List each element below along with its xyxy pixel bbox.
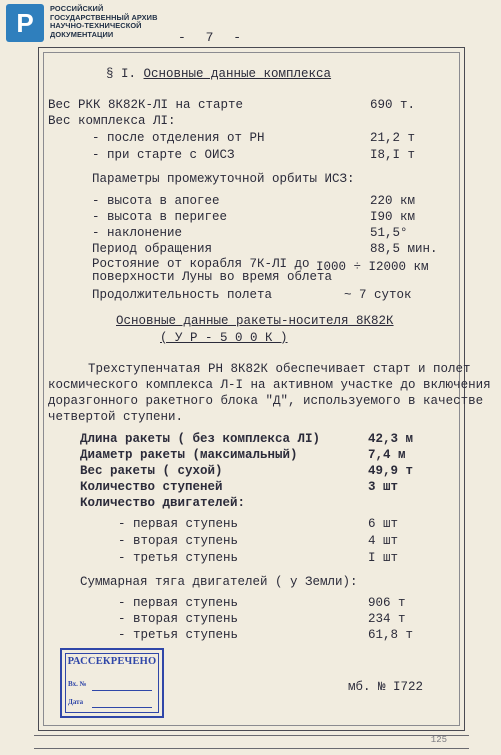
row-label: - высота в апогее bbox=[92, 194, 220, 208]
row-value: 88,5 мин. bbox=[370, 242, 438, 256]
row-value: 49,9 т bbox=[368, 464, 414, 478]
section-2-subtitle: ( У Р - 5 0 0 К ) bbox=[160, 331, 288, 345]
row-value: I шт bbox=[368, 551, 399, 565]
row-label: - при старте с ОИСЗ bbox=[92, 148, 235, 162]
paragraph-line: Трехступенчатая РН 8К82К обеспечивает старт и полет bbox=[88, 362, 471, 376]
paragraph-line: доразгонного ракетного блока "Д", используемого в качестве bbox=[48, 394, 484, 408]
row-label: Количество двигателей: bbox=[80, 496, 246, 510]
row-label: Вес комплекса ЛI: bbox=[48, 114, 176, 128]
row-value: ~ 7 суток bbox=[344, 288, 412, 302]
row-value: 4 шт bbox=[368, 534, 399, 548]
page-number: - 7 - bbox=[178, 30, 248, 45]
row-label: Ростояние от корабля 7К-ЛI до bbox=[92, 257, 310, 271]
row-label: - высота в перигее bbox=[92, 210, 228, 224]
folio-number: 125 bbox=[430, 735, 447, 745]
row-value: 21,2 т bbox=[370, 131, 416, 145]
row-value: 6 шт bbox=[368, 517, 399, 531]
row-label: - наклонение bbox=[92, 226, 183, 240]
stamp-incoming-number: Вх. № bbox=[68, 680, 87, 688]
row-label: Диаметр ракеты (максимальный) bbox=[80, 448, 298, 462]
row-label: - первая ступень bbox=[118, 596, 239, 610]
row-value: I90 км bbox=[370, 210, 416, 224]
row-label: Продолжительность полета bbox=[92, 288, 273, 302]
row-value: 906 т bbox=[368, 596, 406, 610]
section-2-title: Основные данные ракеты-носителя 8К82К bbox=[116, 314, 394, 328]
bottom-margin-line bbox=[34, 735, 469, 749]
row-label: Вес РКК 8К82К-ЛI на старте bbox=[48, 98, 244, 112]
row-value: 3 шт bbox=[368, 480, 399, 494]
archive-logo-icon: Р bbox=[6, 4, 44, 42]
row-label: - вторая ступень bbox=[118, 534, 239, 548]
row-value: 51,5° bbox=[370, 226, 408, 240]
row-label: Длина ракеты ( без комплекса ЛI) bbox=[80, 432, 321, 446]
row-value: 7,4 м bbox=[368, 448, 406, 462]
archive-logo bbox=[6, 4, 156, 42]
row-value: 234 т bbox=[368, 612, 406, 626]
row-label: Количество ступеней bbox=[80, 480, 223, 494]
stamp-date: Дата bbox=[68, 698, 84, 706]
section-1-title: § I. Основные данные комплекса bbox=[106, 67, 332, 81]
row-label: поверхности Луны во время облета bbox=[92, 270, 333, 284]
inventory-number: мб. № I722 bbox=[348, 680, 424, 694]
paragraph-line: четвертой ступени. bbox=[48, 410, 184, 424]
row-value: 690 т. bbox=[370, 98, 416, 112]
row-label: - вторая ступень bbox=[118, 612, 239, 626]
row-value: 61,8 т bbox=[368, 628, 414, 642]
row-label: Вес ракеты ( сухой) bbox=[80, 464, 223, 478]
stamp-title: РАССЕКРЕЧЕНО bbox=[67, 656, 157, 667]
row-label: - третья ступень bbox=[118, 628, 239, 642]
declassified-stamp bbox=[60, 648, 164, 718]
row-value: 42,3 м bbox=[368, 432, 414, 446]
row-label: - третья ступень bbox=[118, 551, 239, 565]
row-value: 220 км bbox=[370, 194, 416, 208]
archive-name: РОССИЙСКИЙ ГОСУДАРСТВЕННЫЙ АРХИВ НАУЧНО-ТЕХНИЧЕСКОЙ ДОКУМЕНТАЦИИ bbox=[50, 4, 158, 39]
row-label: Период обращения bbox=[92, 242, 213, 256]
row-value: I8,I т bbox=[370, 148, 416, 162]
row-label: - первая ступень bbox=[118, 517, 239, 531]
row-label: Параметры промежуточной орбиты ИСЗ: bbox=[92, 172, 355, 186]
row-label: Суммарная тяга двигателей ( у Земли): bbox=[80, 575, 358, 589]
row-value: I000 ÷ I2000 км bbox=[316, 260, 429, 274]
paragraph-line: космического комплекса Л-I на активном участке до включения bbox=[48, 378, 491, 392]
row-label: - после отделения от РН bbox=[92, 131, 265, 145]
